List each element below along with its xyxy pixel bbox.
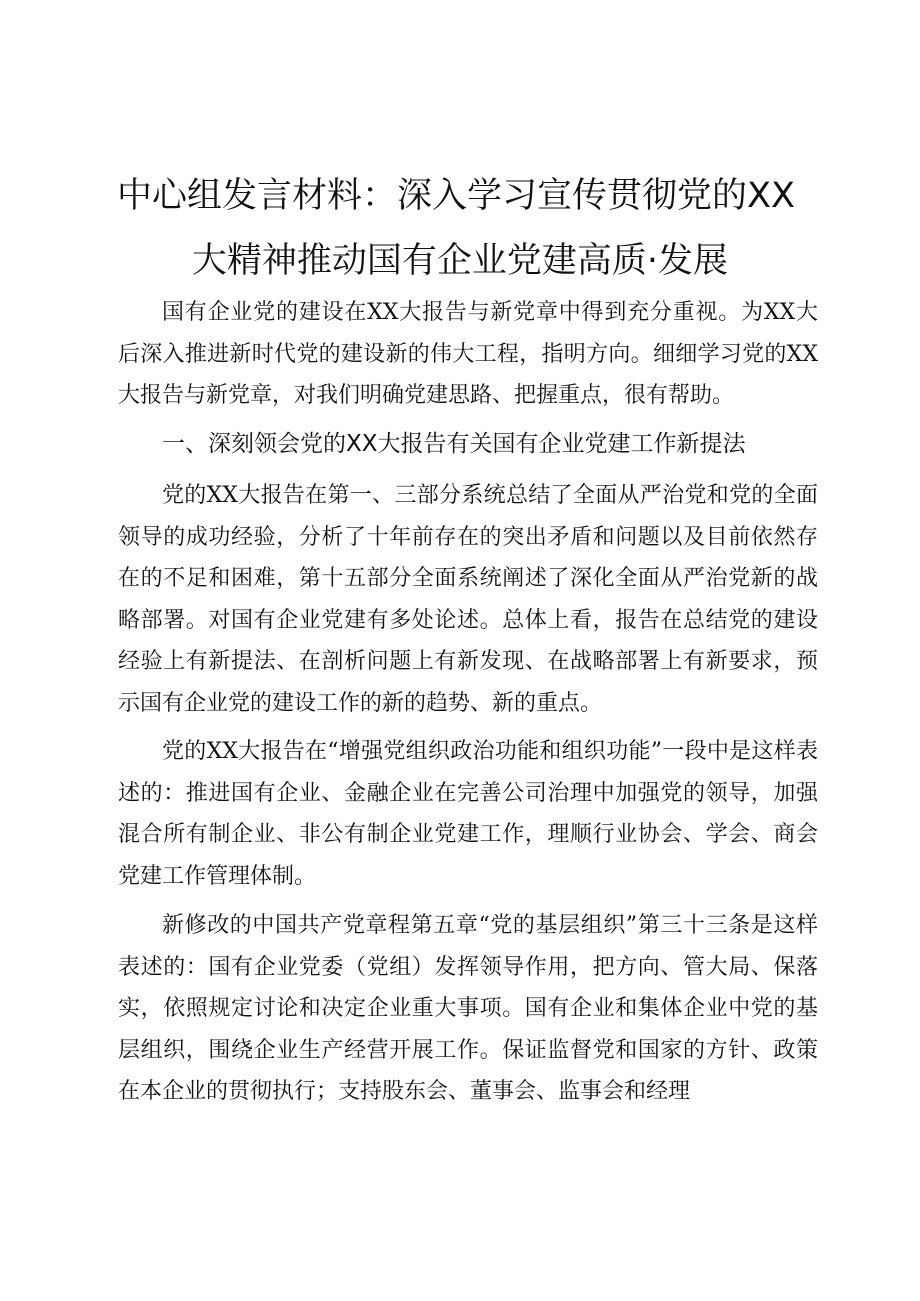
intro-paragraph: 国有企业党的建设在XX大报告与新党章中得到充分重视。为XX大后深入推进新时代党的建设新的伟大工程，指明方向。细细学习党的XX大报告与新党章，对我们明确党建思路、把握重点，很有帮助。	[118, 300, 818, 408]
body-paragraph-1: 党的XX大报告在第一、三部分系统总结了全面从严治党和党的全面领导的成功经验，分析了十年前存在的突出矛盾和问题以及目前依然存在的不足和困难，第十五部分全面系统阐述了深化全面从严治党新的战略部署。对国有企业党建有多处论述。总体上看，报告在总结党的建设经验上有新提法、在剖析问题上有新发现、在战略部署上有新要求，预示国有企业党的建设工作的新的趋势、新的重点。	[118, 483, 818, 716]
document-title-line-1: 中心组发言材料：深入学习宣传贯彻党的XX	[117, 176, 795, 216]
body-paragraph-3: 新修改的中国共产党章程第五章“党的基层组织”第三十三条是这样表述的：国有企业党委（党组）发挥领导作用，把方向、管大局、保落实，依照规定讨论和决定企业重大事项。国有企业和集体企业中党的基层组织，围绕企业生产经营开展工作。保证监督党和国家的方针、政策在本企业的贯彻执行；支持股东会、董事会、监事会和经理	[118, 913, 818, 1104]
section-heading-1: 一、深刻领会党的XX大报告有关国有企业党建工作新提法	[162, 431, 746, 457]
document-title-line-2: 大精神推动国有企业党建高质·发展	[191, 241, 729, 281]
body-paragraph-2: 党的XX大报告在“增强党组织政治功能和组织功能”一段中是这样表述的：推进国有企业、金融企业在完善公司治理中加强党的领导，加强混合所有制企业、非公有制企业党建工作，理顺行业协会、学会、商会党建工作管理体制。	[118, 739, 818, 889]
